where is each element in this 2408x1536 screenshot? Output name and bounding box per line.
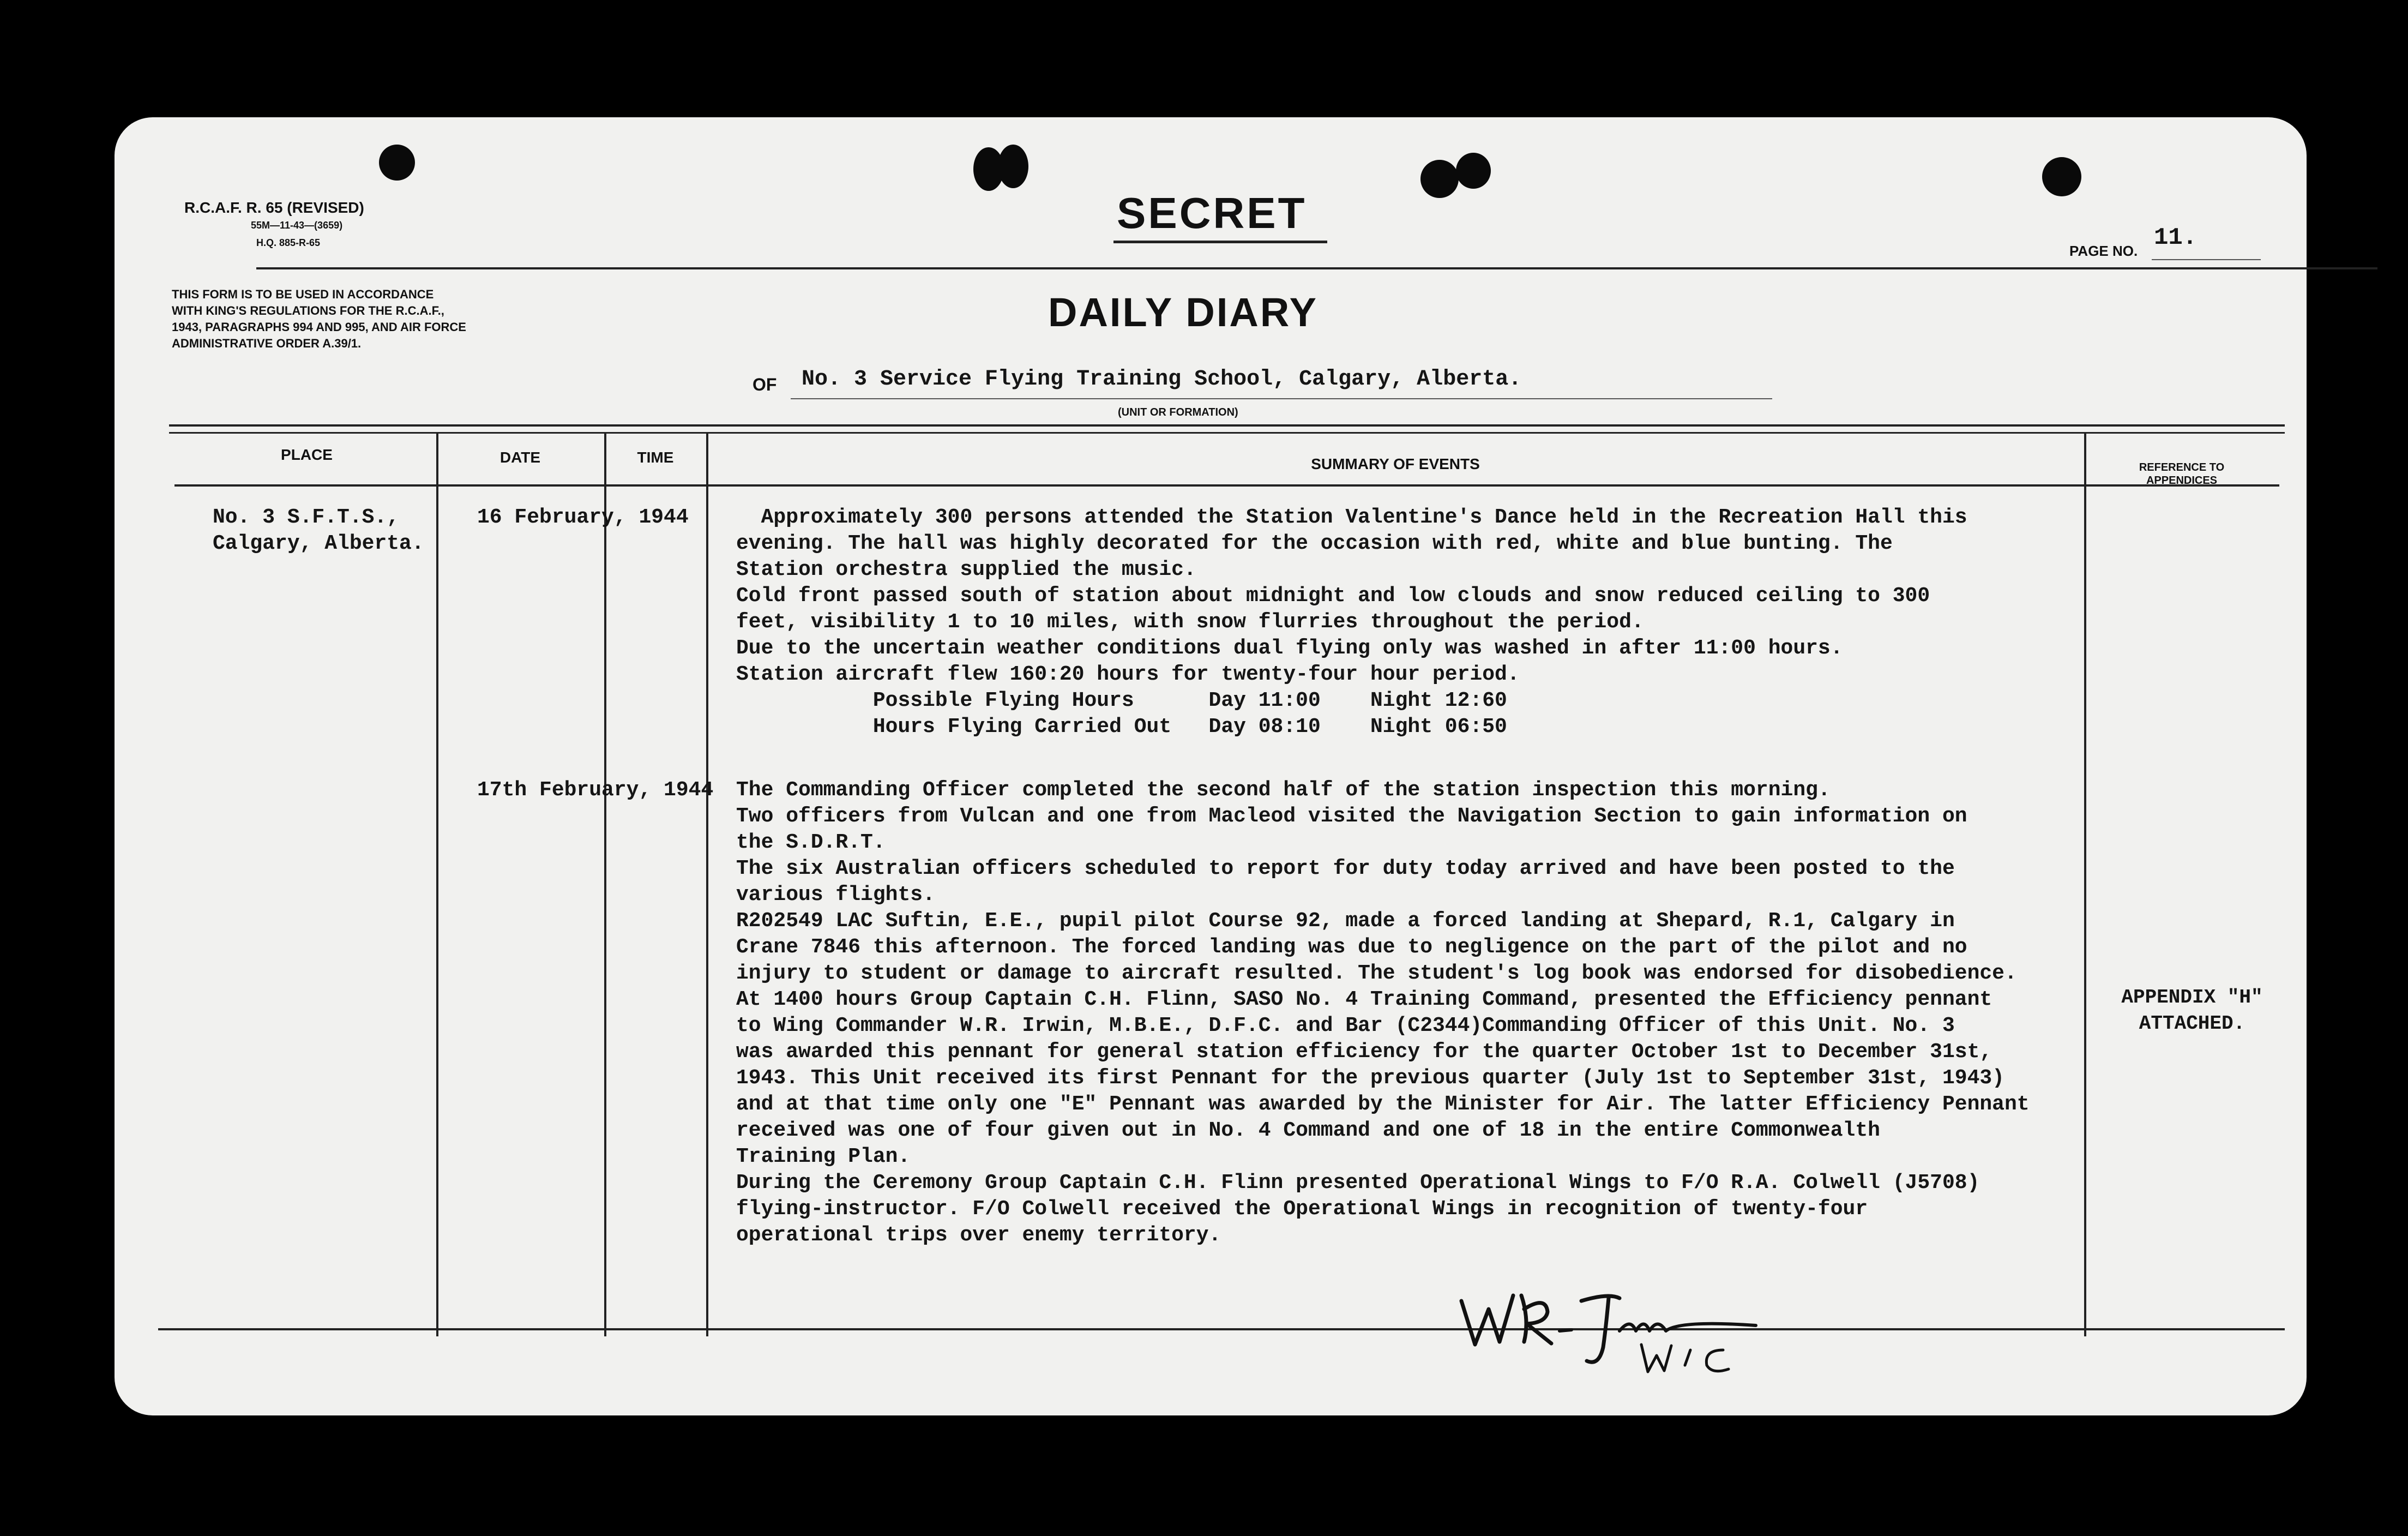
column-divider-date-time: [604, 434, 606, 1336]
diary-form-sheet: [115, 117, 2307, 1415]
unit-caption: (UNIT OR FORMATION): [1118, 406, 1238, 418]
summary-line: Crane 7846 this afternoon. The forced landing was due to negligence on the part of the pilot and no: [736, 935, 1967, 959]
summary-line: injury to student or damage to aircraft resulted. The student's log book was endorsed for disobedience.: [736, 962, 2017, 985]
summary-line: During the Ceremony Group Captain C.H. Flinn presented Operational Wings to F/O R.A. Colwell (J5708): [736, 1171, 1980, 1195]
summary-line: Cold front passed south of station about midnight and low clouds and snow reduced ceiling to 300: [736, 584, 1930, 608]
punch-hole-3: [998, 145, 1028, 188]
instruction-line: WITH KING'S REGULATIONS FOR THE R.C.A.F.,: [172, 304, 444, 317]
reference-appendix: [2110, 985, 2274, 1037]
summary-line: evening. The hall was highly decorated for the occasion with red, white and blue bunting. The: [736, 532, 1893, 555]
unit-of-label: OF: [752, 375, 777, 394]
summary-line: The six Australian officers scheduled to report for duty today arrived and have been posted to the: [736, 857, 1955, 880]
entry-summary: [736, 505, 1967, 740]
entry-date: 17th February, 1944: [477, 778, 714, 802]
classification-heading: SECRET: [1117, 189, 1307, 237]
summary-line: Approximately 300 persons attended the Station Valentine's Dance held in the Recreation Hall this: [736, 506, 1967, 529]
summary-line: Possible Flying Hours Day 11:00 Night 12:60: [736, 689, 1507, 712]
form-instructions: [172, 286, 466, 352]
form-sub-code-2: H.Q. 885-R-65: [256, 237, 321, 248]
summary-line: was awarded this pennant for general station efficiency for the quarter October 1st to December 31st,: [736, 1040, 1992, 1064]
summary-line: R202549 LAC Suftin, E.E., pupil pilot Course 92, made a forced landing at Shepard, R.1, Calgary in: [736, 909, 1955, 933]
column-header-time: TIME: [637, 449, 674, 466]
summary-line: Training Plan.: [736, 1145, 911, 1168]
punch-hole-6: [2042, 157, 2081, 196]
classification-underline: [1113, 241, 1327, 243]
column-header-reference: [2086, 461, 2277, 487]
column-header-date: DATE: [499, 449, 541, 466]
reference-header-line: REFERENCE TO: [2139, 461, 2225, 473]
summary-line: to Wing Commander W.R. Irwin, M.B.E., D.F.C. and Bar (C2344)Commanding Officer of this Unit. No. 3: [736, 1014, 1955, 1037]
column-divider-time-summary: [706, 434, 708, 1336]
entry-summary: [736, 777, 2030, 1249]
summary-line: The Commanding Officer completed the second half of the station inspection this morning.: [736, 778, 1831, 802]
place-line: Calgary, Alberta.: [213, 532, 424, 555]
summary-line: Hours Flying Carried Out Day 08:10 Night 06:50: [736, 715, 1507, 739]
page-number-value: 11.: [2154, 224, 2198, 251]
reference-line: APPENDIX "H": [2121, 986, 2263, 1009]
table-top-rule-1: [169, 424, 2285, 427]
instruction-line: 1943, PARAGRAPHS 994 AND 995, AND AIR FORCE: [172, 320, 466, 334]
handwritten-signature: [1450, 1279, 1789, 1388]
summary-line: various flights.: [736, 883, 935, 907]
summary-line: Two officers from Vulcan and one from Macleod visited the Navigation Section to gain information on: [736, 805, 1967, 828]
summary-line: 1943. This Unit received its first Pennant for the previous quarter (July 1st to September 31st, 1943): [736, 1066, 2004, 1090]
summary-line: and at that time only one "E" Pennant was awarded by the Minister for Air. The latter Efficiency Pennant: [736, 1093, 2030, 1116]
summary-line: Station orchestra supplied the music.: [736, 558, 1196, 581]
place-line: No. 3 S.F.T.S.,: [213, 506, 400, 529]
column-header-place: PLACE: [281, 446, 333, 463]
summary-line: the S.D.R.T.: [736, 831, 886, 854]
place-cell: [213, 505, 424, 557]
table-top-rule-2: [169, 432, 2285, 434]
column-divider-summary-reference: [2084, 434, 2086, 1336]
page-number-label: PAGE NO.: [2069, 243, 2138, 259]
reference-header-line: APPENDICES: [2146, 475, 2218, 487]
unit-dotted-line: [791, 398, 1772, 399]
summary-line: At 1400 hours Group Captain C.H. Flinn, SASO No. 4 Training Command, presented the Efficiency pennant: [736, 988, 1992, 1011]
punch-hole-4: [1420, 160, 1459, 198]
header-divider: [256, 267, 2377, 269]
summary-line: Due to the uncertain weather conditions dual flying only was washed in after 11:00 hours.: [736, 637, 1843, 660]
punch-hole-5: [1456, 153, 1491, 189]
form-sub-code-1: 55M—11-43—(3659): [251, 220, 343, 231]
summary-line: operational trips over enemy territory.: [736, 1223, 1221, 1247]
page-number-dotted-line: [2152, 259, 2261, 260]
summary-line: feet, visibility 1 to 10 miles, with snow flurries throughout the period.: [736, 610, 1644, 634]
reference-line: ATTACHED.: [2139, 1012, 2246, 1035]
column-header-summary: SUMMARY OF EVENTS: [1311, 455, 1480, 472]
instruction-line: THIS FORM IS TO BE USED IN ACCORDANCE: [172, 287, 434, 301]
column-divider-place-date: [436, 434, 438, 1336]
summary-line: received was one of four given out in No. 4 Command and one of 18 in the entire Commonwealth: [736, 1119, 1880, 1142]
table-bottom-rule: [158, 1328, 2285, 1330]
column-header-rule: [174, 484, 2279, 487]
unit-name: No. 3 Service Flying Training School, Calgary, Alberta.: [802, 367, 1522, 392]
summary-line: Station aircraft flew 160:20 hours for twenty-four hour period.: [736, 663, 1520, 686]
punch-hole-1: [379, 145, 415, 181]
form-number: R.C.A.F. R. 65 (REVISED): [184, 199, 364, 216]
summary-line: flying-instructor. F/O Colwell received the Operational Wings in recognition of twenty-four: [736, 1197, 1868, 1221]
instruction-line: ADMINISTRATIVE ORDER A.39/1.: [172, 337, 362, 350]
form-title: DAILY DIARY: [1048, 290, 1318, 335]
entry-date: 16 February, 1944: [477, 506, 689, 529]
